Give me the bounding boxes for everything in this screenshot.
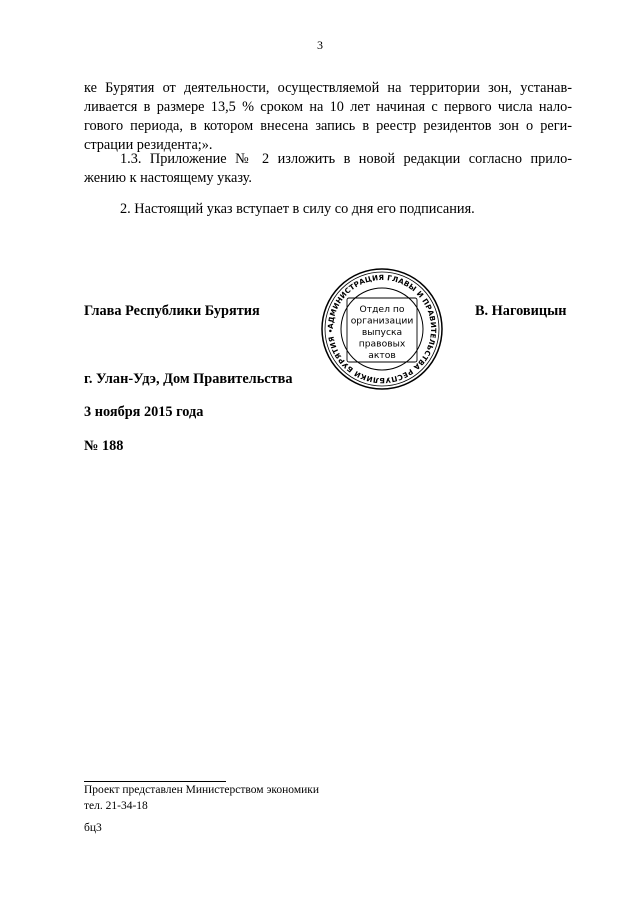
page-number: 3 (317, 38, 323, 52)
stamp-center-line: выпуска (361, 327, 403, 338)
paragraph-line: ке Бурятия от деятельности, осуществляемой на территории зон, устанав- (84, 80, 572, 96)
footer-prepared-by: Проект представлен Министерством экономики (84, 784, 320, 796)
signatory-name: В. Наговицын (475, 303, 567, 319)
stamp-center-line: правовых (358, 338, 406, 350)
stamp-center-line: организации (350, 315, 414, 327)
paragraph-line: страции резидента;». (84, 137, 213, 153)
official-seal-stamp (320, 267, 444, 391)
signing-place: г. Улан-Удэ, Дом Правительства (84, 371, 293, 387)
stamp-center-line: актов (368, 350, 396, 361)
paragraph-line: гового периода, в котором внесена запись в реестр резидентов зон о реги- (84, 118, 572, 134)
footer-code: бц3 (84, 822, 102, 834)
signatory-position: Глава Республики Бурятия (84, 303, 260, 319)
paragraph-effective (84, 200, 572, 219)
signing-date: 3 ноября 2015 года (84, 404, 204, 420)
stamp-center-text (351, 304, 414, 361)
decree-number: № 188 (84, 438, 124, 454)
footer-divider (84, 781, 226, 782)
paragraph-line: жению к настоящему указу. (84, 170, 252, 186)
paragraph-appendix (84, 150, 572, 188)
footer-phone: тел. 21-34-18 (84, 800, 148, 812)
paragraph-tax-rate (84, 79, 572, 155)
paragraph-line: 2. Настоящий указ вступает в силу со дня его подписания. (120, 201, 475, 217)
paragraph-line: 1.3. Приложение № 2 изложить в новой редакции согласно прило- (120, 151, 572, 167)
paragraph-line: ливается в размере 13,5 % сроком на 10 лет начиная с первого числа нало- (84, 99, 572, 115)
stamp-ring-text: АДМИНИСТРАЦИЯ ГЛАВЫ И ПРАВИТЕЛЬСТВА РЕСПУБЛИКИ БУРЯТИЯ • (325, 272, 439, 386)
stamp-center-line: Отдел по (359, 304, 405, 315)
